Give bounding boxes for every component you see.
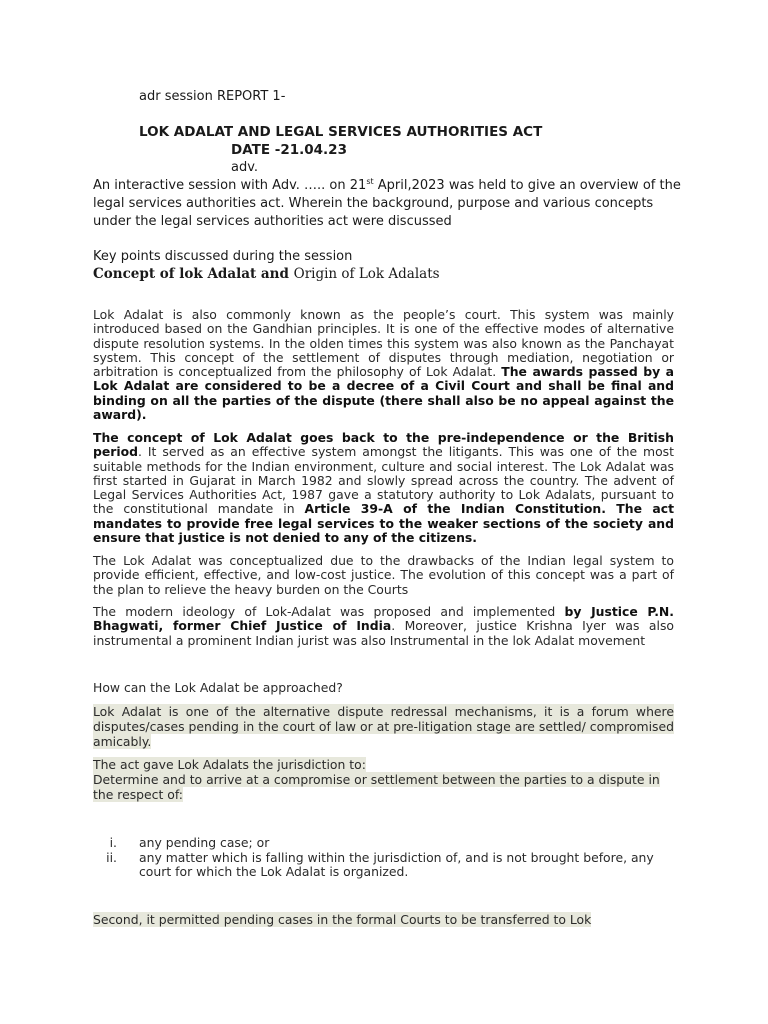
intro-text-a: An interactive session with Adv. ….. on 21 [93, 178, 367, 193]
concept-heading-b: Origin of Lok Adalats [293, 266, 440, 282]
paragraph-forum [93, 704, 674, 749]
paragraph-history [93, 431, 674, 545]
document-date: DATE -21.04.23 [231, 142, 347, 158]
jurisdiction-list [93, 836, 678, 880]
p4-text-a: The modern ideology of Lok-Adalat was proposed and implemented [93, 604, 565, 619]
list-item-number: ii. [106, 849, 117, 865]
paragraph-modern-ideology [93, 605, 674, 648]
p4-text-c: . Moreover, justice Krishna Iyer was also instrumental a prominent Indian jurist was also Instrumental in the lok Adalat movement [93, 618, 675, 648]
list-item [93, 836, 678, 851]
intro-paragraph [93, 177, 683, 231]
paragraph-jurisdiction [93, 757, 674, 802]
document-title: LOK ADALAT AND LEGAL SERVICES AUTHORITIES ACT [139, 124, 543, 140]
paragraph-people-court [93, 308, 674, 422]
list-item-number: i. [109, 835, 117, 850]
concept-heading-a: Concept of lok Adalat and [93, 266, 294, 282]
p7-highlighted-text: Second, it permitted pending cases in the formal Courts to be transferred to Lok [93, 912, 592, 927]
p2-text: . It served as an effective system amongst the litigants. This was one of the most suitable methods for the Indian environment, culture and social interest. The Lok Adalat was first started in Gujarat in March 1982 and slowly spread across the country. The advent of Legal Services Authorities Act, 1987 gave a statutory authority to Lok Adalats, pursuant to the constitutional mandate in [93, 444, 674, 517]
p6-highlighted-a: The act gave Lok Adalats the jurisdiction to: [93, 757, 366, 772]
p5-highlighted-text: Lok Adalat is one of the alternative dispute redressal mechanisms, it is a forum where disputes/cases pending in the court of law or at pre-litigation stage are settled/ compromised amicably. [93, 704, 674, 749]
list-item [93, 851, 678, 880]
p4-bold: by Justice P.N. Bhagwati, former Chief Justice of India [93, 604, 674, 634]
p2-bold-a: The concept of Lok Adalat goes back to the pre-independence or the British period [93, 430, 674, 460]
p6-highlighted-b: Determine and to arrive at a compromise or settlement between the parties to a dispute in the respect of: [93, 772, 660, 802]
p1-text: Lok Adalat is also commonly known as the people’s court. This system was mainly introduced based on the Gandhian principles. It is one of the effective modes of alternative dispute resolution systems. In the olden times this system was also known as the Panchayat system. This concept of the settlement of disputes through mediation, negotiation or arbitration is conceptualized from the philosophy of Lok Adalat. [93, 307, 674, 380]
intro-text-b: April,2023 was held to give an overview of the legal services authorities act. Wherein the background, purpose and various concepts under the legal services authorities act were discussed [93, 178, 681, 229]
list-item-text: any pending case; or [139, 835, 270, 850]
paragraph-transfer [93, 912, 674, 927]
document-adv: adv. [231, 160, 259, 175]
list-item-text: any matter which is falling within the jurisdiction of, and is not brought before, any court for which the Lok Adalat is organized. [139, 849, 654, 879]
concept-heading [93, 266, 440, 282]
key-points-heading: Key points discussed during the session [93, 249, 353, 264]
p2-bold-c: Article 39-A of the Indian Constitution. The act mandates to provide free legal services to the weaker sections of the society and ensure that justice is not denied to any of the citizens. [93, 501, 674, 546]
p1-bold: The awards passed by a Lok Adalat are considered to be a decree of a Civil Court and shall be final and binding on all the parties of the dispute (there shall also be no appeal against the award). [93, 364, 674, 423]
paragraph-drawbacks: The Lok Adalat was conceptualized due to the drawbacks of the Indian legal system to provide efficient, effective, and low-cost justice. The evolution of this concept was a part of the plan to relieve the heavy burden on the Courts [93, 553, 674, 597]
how-approached-heading: How can the Lok Adalat be approached? [93, 680, 343, 695]
intro-superscript: st [366, 177, 374, 186]
report-line: adr session REPORT 1- [139, 89, 286, 104]
